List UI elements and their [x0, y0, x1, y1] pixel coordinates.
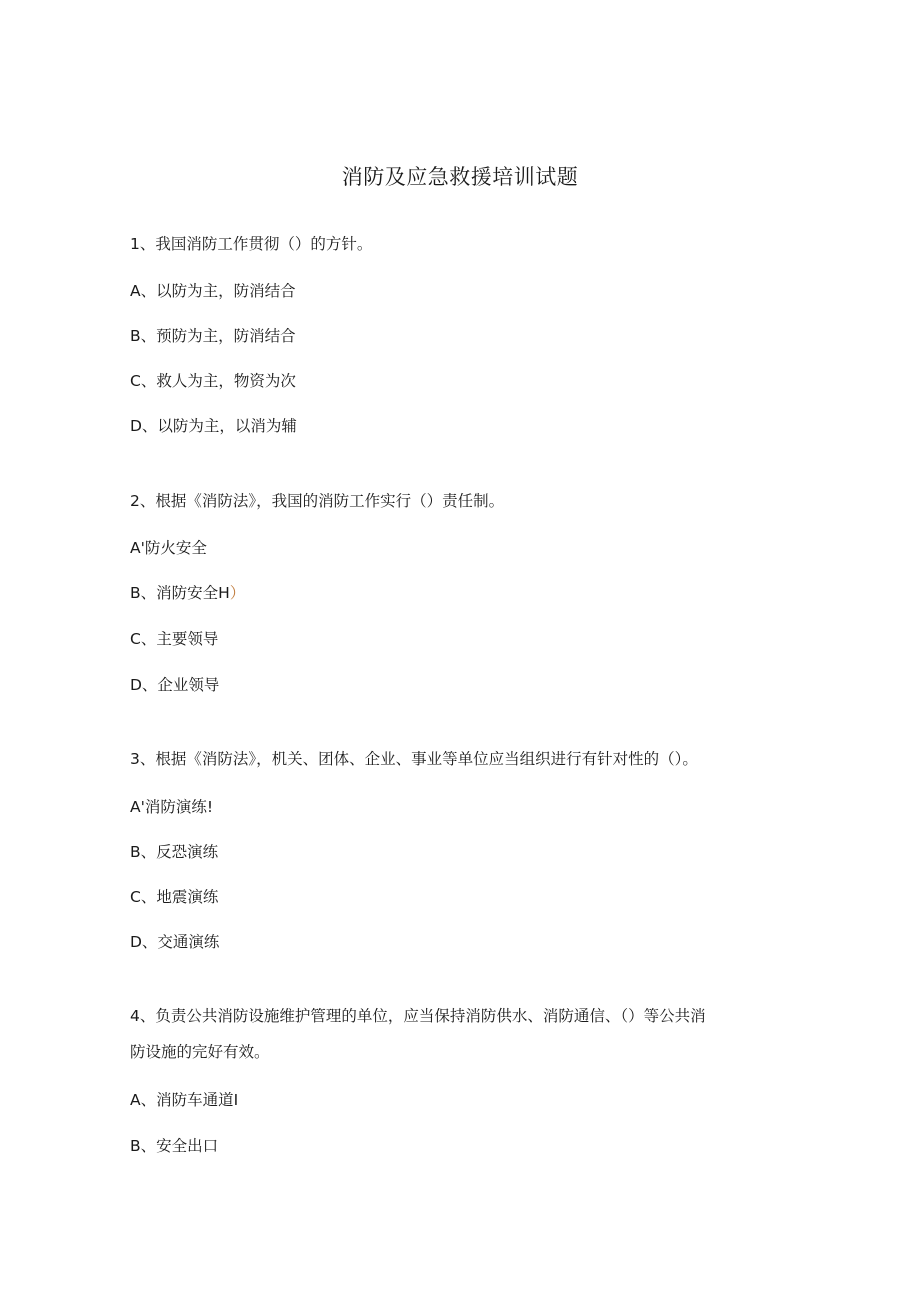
- question-2-stem: 2、根据《消防法》，我国的消防工作实行（）责任制。: [130, 492, 505, 510]
- question-4-stem-line-2: 防设施的完好有效。: [130, 1043, 270, 1061]
- question-3-option-c: C、地震演练: [130, 888, 219, 906]
- question-4-option-a: A、消防车通道I: [130, 1091, 239, 1109]
- question-1-stem: 1、我国消防工作贯彻（）的方针。: [130, 235, 373, 253]
- question-3-option-a: A'消防演练!: [130, 798, 214, 816]
- question-1-option-d: D、以防为主，以消为辅: [130, 417, 297, 435]
- question-4-option-b: B、安全出口: [130, 1137, 219, 1155]
- page-title: 消防及应急救援培训试题: [341, 165, 579, 189]
- question-3-option-b: B、反恐演练: [130, 843, 219, 861]
- question-3-option-d: D、交通演练: [130, 933, 220, 951]
- question-1-option-a: A、以防为主，防消结合: [130, 282, 296, 300]
- question-2-option-b-mark: ）: [229, 584, 246, 602]
- question-2-option-d: D、企业领导: [130, 676, 220, 694]
- question-2-option-b: B、消防安全H: [130, 584, 230, 602]
- question-2-option-a: A'防火安全: [130, 539, 207, 557]
- question-4-stem-line-1: 4、负责公共消防设施维护管理的单位，应当保持消防供水、消防通信、（）等公共消: [130, 1007, 706, 1025]
- question-1-option-c: C、救人为主，物资为次: [130, 372, 296, 390]
- question-2-option-b-row: [130, 582, 245, 604]
- question-1-option-b: B、预防为主，防消结合: [130, 327, 296, 345]
- question-3-stem: 3、根据《消防法》，机关、团体、企业、事业等单位应当组织进行有针对性的（）。: [130, 750, 698, 768]
- question-2-option-c: C、主要领导: [130, 630, 219, 648]
